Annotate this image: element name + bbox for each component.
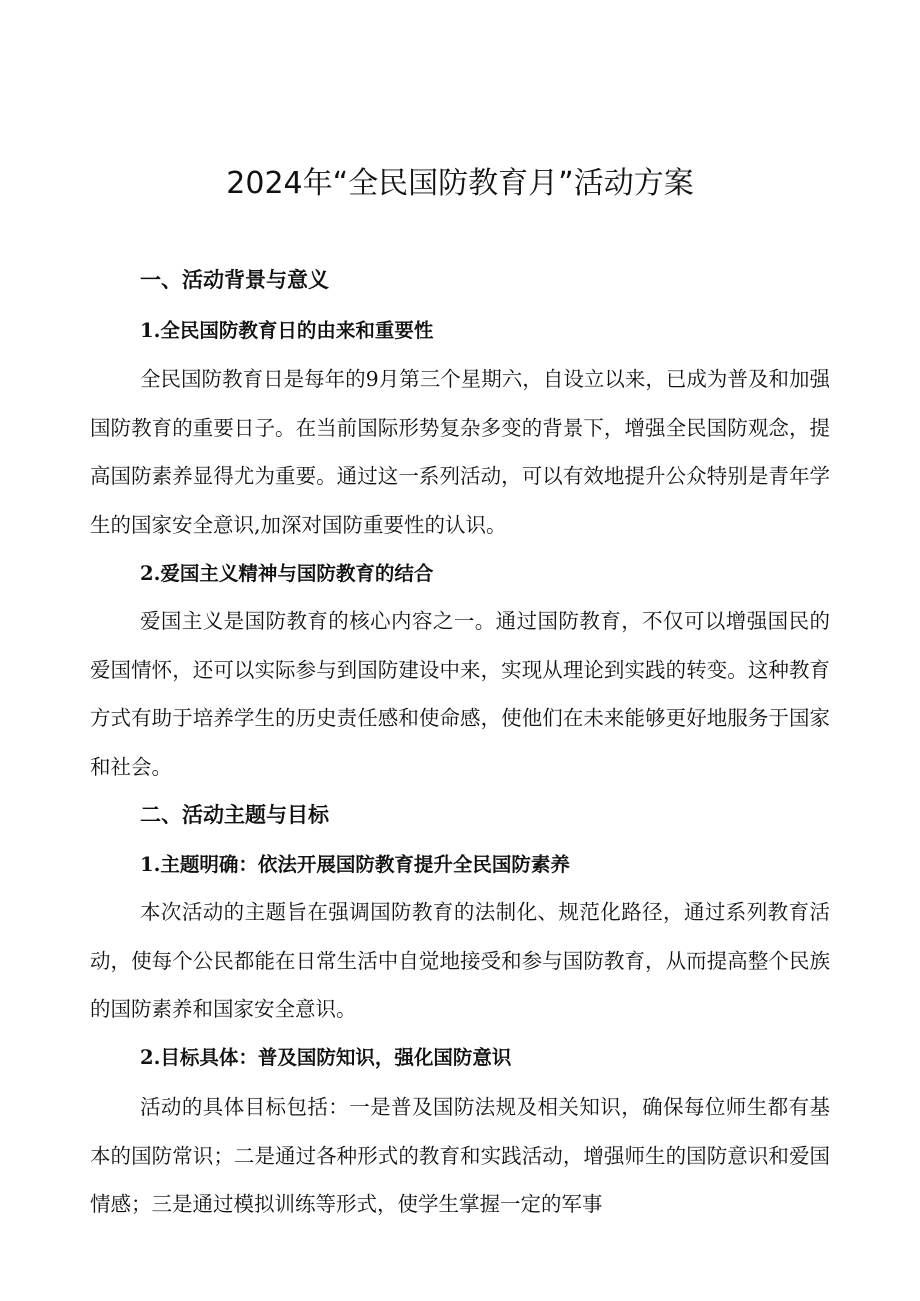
section-heading-1: 一、活动背景与意义 [140,268,329,292]
section-heading-2: 二、活动主题与目标 [140,803,329,827]
subsection-heading-2-1: 1.主题明确：依法开展国防教育提升全民国防素养 [140,853,570,876]
subsection-heading-1-1: 1.全民国防教育日的由来和重要性 [140,319,434,342]
paragraph-1-1: 全民国防教育日是每年的9月第三个星期六，自设立以来，已成为普及和加强国防教育的重要日子。在当前国际形势复杂多变的背景下，增强全民国防观念，提高国防素养显得尤为重要。通过这一系列活动，可以有效地提升公众特别是青年学生的国家安全意识,加深对国防重要性的认识。 [90,367,830,537]
paragraph-1-2: 爱国主义是国防教育的核心内容之一。通过国防教育，不仅可以增强国民的爱国情怀，还可以实际参与到国防建设中来，实现从理论到实践的转变。这种教育方式有助于培养学生的历史责任感和使命感，使他们在未来能够更好地服务于国家和社会。 [90,609,830,779]
paragraph-2-1: 本次活动的主题旨在强调国防教育的法制化、规范化路径，通过系列教育活动，使每个公民都能在日常生活中自觉地接受和参与国防教育，从而提高整个民族的国防素养和国家安全意识。 [90,900,830,1021]
subsection-heading-1-2: 2.爱国主义精神与国防教育的结合 [140,562,434,585]
document-title: 2024年“全民国防教育月”活动方案 [226,166,694,201]
subsection-heading-2-2: 2.目标具体：普及国防知识，强化国防意识 [140,1046,512,1069]
paragraph-2-2: 活动的具体目标包括：一是普及国防法规及相关知识，确保每位师生都有基本的国防常识；二是通过各种形式的教育和实践活动，增强师生的国防意识和爱国情感；三是通过模拟训练等形式，使学生掌握一定的军事 [90,1095,830,1216]
